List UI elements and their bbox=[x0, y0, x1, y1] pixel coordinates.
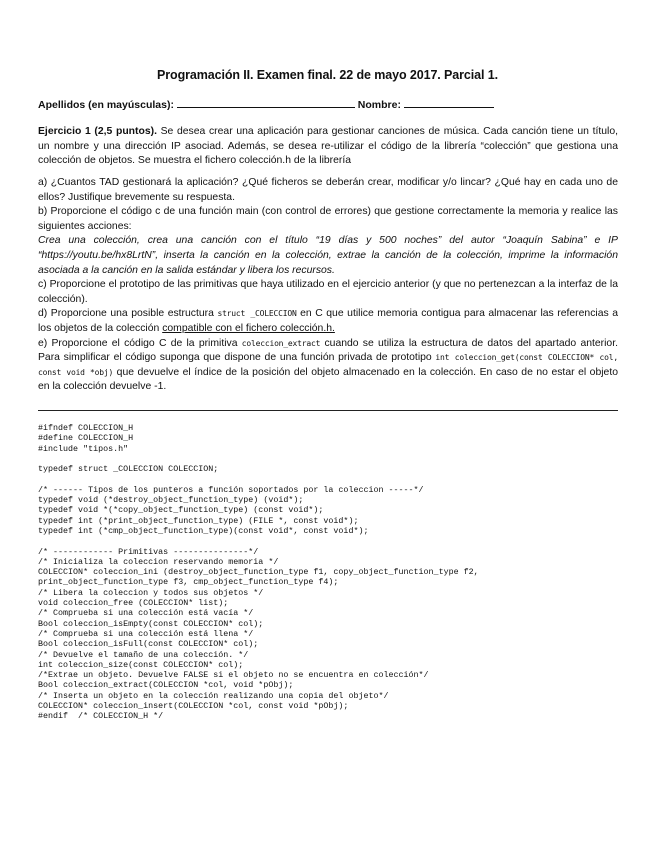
name-blank[interactable] bbox=[404, 97, 494, 108]
code-line: /* Inserta un objeto en la colección realizando una copia del objeto*/ bbox=[38, 690, 389, 701]
question-d bbox=[38, 307, 618, 336]
question-d-code: struct _COLECCION bbox=[217, 309, 297, 319]
code-line bbox=[38, 454, 628, 464]
question-a: a) ¿Cuantos TAD gestionará la aplicación? ¿Qué ficheros se deberán crear, modificar y/o lincar? ¿Qué hay en cada uno de ellos? Justifique brevemente su respuesta. bbox=[38, 177, 618, 203]
name-label: Nombre: bbox=[357, 99, 401, 111]
code-line: #define COLECCION_H bbox=[38, 433, 134, 444]
question-e-text: e) Proporcione el código C de la primitiva bbox=[38, 337, 242, 349]
question-e-text-3: que devuelve el índice de la posición del objeto almacenado en la colección. En caso de no estar el objeto en la colección devuelve -1. bbox=[38, 366, 618, 393]
question-c: c) Proporcione el prototipo de las primitivas que haya utilizado en el ejercicio anterior (y que no pertenezcan a la interfaz de la colección). bbox=[38, 279, 618, 305]
code-line: /*Extrae un objeto. Devuelve FALSE si el objeto no se encuentra en colección*/ bbox=[38, 670, 429, 681]
code-line: /* Devuelve el tamaño de una colección. */ bbox=[38, 649, 249, 660]
code-line: COLECCION* coleccion_insert(COLECCION *col, const void *pObj); bbox=[38, 701, 349, 712]
code-line: typedef int (*print_object_function_type) (FILE *, const void*); bbox=[38, 515, 359, 526]
name-fields bbox=[38, 97, 494, 111]
question-e bbox=[38, 337, 618, 395]
exercise-questions bbox=[38, 176, 618, 395]
code-line: #endif /* COLECCION_H */ bbox=[38, 711, 164, 722]
code-line: typedef int (*cmp_object_function_type)(const void*, const void*); bbox=[38, 525, 369, 536]
question-b: b) Proporcione el código c de una función main (con control de errores) que gestione correctamente la memoria y realice las siguientes acciones: bbox=[38, 206, 618, 232]
code-line: COLECCION* coleccion_ini (destroy_object_function_type f1, copy_object_function_type f2, bbox=[38, 567, 479, 578]
code-line: /* Libera la coleccion y todos sus objetos */ bbox=[38, 587, 264, 598]
code-line: /* Inicializa la coleccion reservando memoria */ bbox=[38, 556, 279, 567]
code-line: Bool coleccion_extract(COLECCION *col, void *pObj); bbox=[38, 680, 294, 691]
code-line: /* Comprueba si una colección está vacía */ bbox=[38, 608, 254, 619]
code-line bbox=[38, 474, 628, 484]
code-line: typedef struct _COLECCION COLECCION; bbox=[38, 464, 219, 475]
surname-blank[interactable] bbox=[177, 97, 355, 108]
page-title: Programación II. Examen final. 22 de mayo 2017. Parcial 1. bbox=[157, 68, 498, 82]
code-line: print_object_function_type f3, cmp_object_function_type f4); bbox=[38, 577, 339, 588]
divider bbox=[38, 410, 618, 411]
code-line: #ifndef COLECCION_H bbox=[38, 423, 134, 433]
code-line: typedef void (*destroy_object_function_type) (void*); bbox=[38, 495, 304, 506]
code-line: int coleccion_size(const COLECCION* col); bbox=[38, 659, 244, 670]
surname-label: Apellidos (en mayúsculas): bbox=[38, 99, 174, 111]
code-line: Bool coleccion_isFull(const COLECCION* col); bbox=[38, 639, 259, 650]
code-line: #include "tipos.h" bbox=[38, 443, 129, 454]
question-d-text: d) Proporcione una posible estructura bbox=[38, 308, 218, 320]
code-line: /* Comprueba si una colección está llena */ bbox=[38, 628, 254, 639]
question-e-code: coleccion_extract bbox=[241, 338, 321, 348]
exercise-intro bbox=[38, 125, 618, 169]
question-e-text-2: cuando se utiliza la estructura de datos del apartado anterior. Para simplificar el código suponga que dispone de una función privada de prototipo bbox=[38, 337, 618, 364]
code-line: /* ------------ Primitivas ---------------*/ bbox=[38, 546, 259, 557]
code-line: /* ------ Tipos de los punteros a función soportados por la coleccion -----*/ bbox=[38, 484, 424, 495]
question-d-text-2: en C que utilice memoria contigua para almacenar las referencias a los objetos de la colección bbox=[38, 308, 618, 334]
code-line: void coleccion_free (COLECCION* list); bbox=[38, 598, 229, 609]
header-file-code bbox=[38, 423, 628, 722]
question-d-underlined: compatible con el fichero colección.h. bbox=[162, 322, 335, 334]
exercise-heading: Ejercicio 1 (2,5 puntos). bbox=[38, 126, 157, 137]
code-line: Bool coleccion_isEmpty(const COLECCION* col); bbox=[38, 618, 264, 629]
code-line: typedef void *(*copy_object_function_type) (const void*); bbox=[38, 505, 324, 516]
exercise-intro-text: Se desea crear una aplicación para gestionar canciones de música. Cada canción tiene un título, un nombre y una dirección IP asociad. Además, se desea re-utilizar el código de la librería “colección” que gestiona una colección de objetos. Se muestra el fichero colección.h de la librería bbox=[38, 126, 618, 167]
question-b-details: Crea una colección, crea una canción con el título “19 días y 500 noches” del autor “Joaquín Sabina” e IP “https://youtu.be/hx8LrtN”, inserta la canción en la colección, extrae la canción de la colección, imprime la información asociada a la canción en la salida estándar y libera los recursos. bbox=[38, 235, 618, 276]
question-e-prototype: int coleccion_get(const COLECCION* col, const void *obj) bbox=[38, 353, 618, 377]
code-line bbox=[38, 536, 628, 546]
